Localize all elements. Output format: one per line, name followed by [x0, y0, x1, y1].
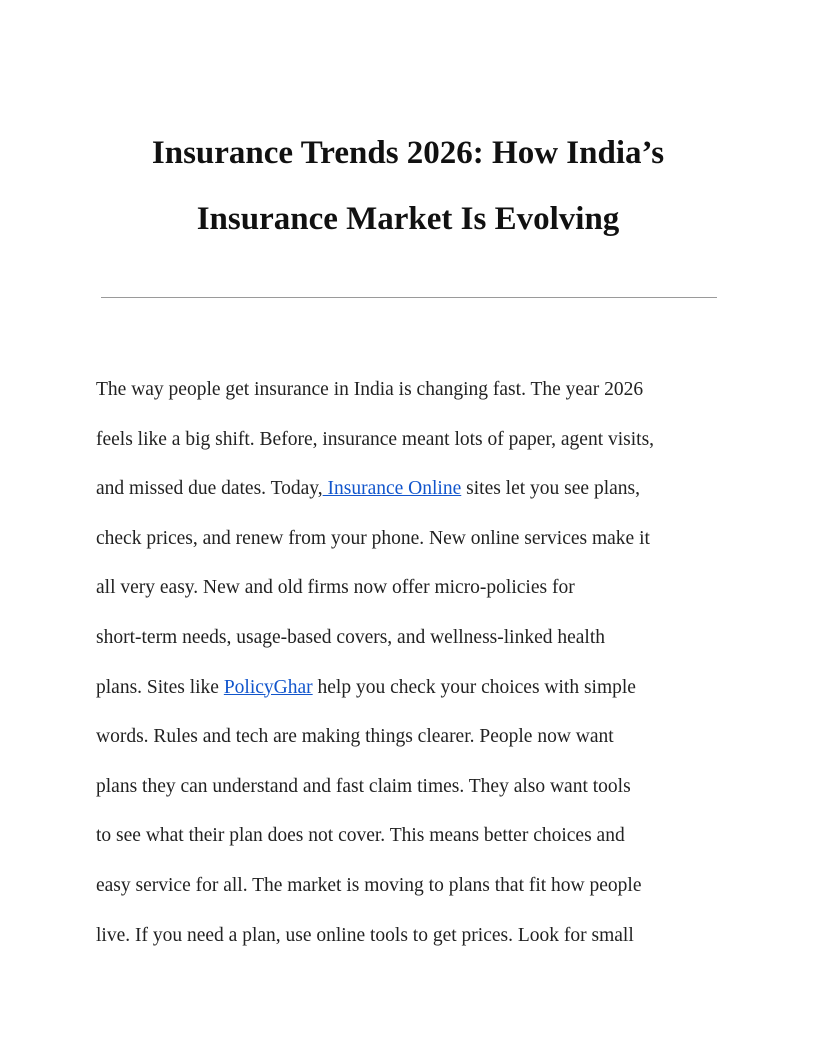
paragraph-line: short-term needs, usage-based covers, and wellness-linked health	[96, 626, 605, 648]
paragraph-line: easy service for all. The market is moving to plans that fit how people	[96, 874, 642, 896]
policyghar-link[interactable]: PolicyGhar	[223, 676, 313, 698]
paragraph-line	[96, 464, 724, 514]
paragraph-text: and missed due dates. Today,	[96, 478, 323, 500]
paragraph-line: words. Rules and tech are making things clearer. People now want	[96, 726, 614, 748]
paragraph-line: check prices, and renew from your phone. New online services make it	[96, 527, 650, 549]
body-paragraph	[96, 365, 724, 960]
paragraph-text: sites let you see plans,	[461, 478, 640, 500]
document-title	[96, 120, 720, 252]
title-line-2: Insurance Market Is Evolving	[196, 201, 620, 237]
paragraph-line: The way people get insurance in India is changing fast. The year 2026	[96, 379, 644, 400]
paragraph-line: all very easy. New and old firms now offer micro-policies for	[96, 577, 575, 599]
paragraph-line: live. If you need a plan, use online tools to get prices. Look for small	[96, 924, 634, 946]
paragraph-line: feels like a big shift. Before, insurance meant lots of paper, agent visits,	[96, 428, 655, 450]
paragraph-text: plans. Sites like	[96, 676, 224, 698]
horizontal-rule	[101, 297, 717, 298]
insurance-online-link[interactable]: Insurance Online	[322, 478, 462, 500]
paragraph-line: to see what their plan does not cover. This means better choices and	[96, 825, 625, 847]
paragraph-text: help you check your choices with simple	[312, 676, 636, 698]
title-line-1: Insurance Trends 2026: How India’s	[151, 135, 665, 171]
paragraph-line	[96, 663, 724, 713]
paragraph-line: plans they can understand and fast claim times. They also want tools	[96, 775, 631, 797]
